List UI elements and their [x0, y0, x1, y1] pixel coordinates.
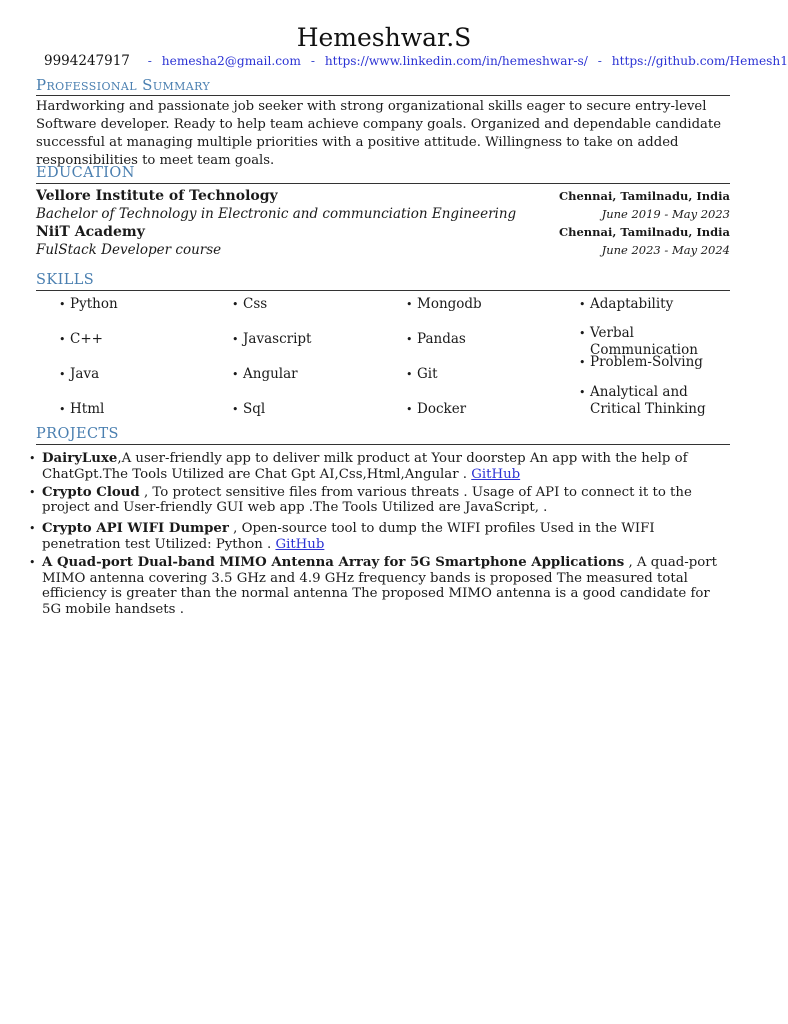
- education-dates: June 2019 - May 2023: [601, 207, 730, 221]
- bullet-icon: •: [406, 298, 413, 311]
- project-description: , Open-source tool to dump the WIFI profiles Used in the WIFI penetration test Utilized: Python .: [42, 521, 655, 552]
- project-github-link[interactable]: GitHub: [275, 536, 325, 552]
- bullet-icon: •: [232, 333, 239, 346]
- project-name: A Quad-port Dual-band MIMO Antenna Array for 5G Smartphone Applications: [42, 554, 625, 570]
- skills-grid: [36, 291, 730, 421]
- summary-section: [36, 76, 730, 170]
- contact-separator: -: [597, 54, 602, 68]
- bullet-icon: •: [29, 555, 36, 569]
- project-description: ,A user-friendly app to deliver milk product at Your doorstep An app with the help of ChatGpt.The Tools Utilized are Chat Gpt AI,Css,Html,Angular .: [42, 451, 688, 482]
- skill-item: • Problem-Solving: [579, 354, 703, 370]
- summary-text: Hardworking and passionate job seeker with strong organizational skills eager to secure entry-level Software developer. Ready to help team achieve company goals. Organized and dependable candidate successful at managing multiple priorities with a positive attitude. Willingness to take on added responsibilities to meet team goals.: [36, 99, 722, 168]
- bullet-icon: •: [406, 333, 413, 346]
- project-name: Crypto API WIFI Dumper: [42, 521, 229, 537]
- bullet-icon: •: [579, 298, 586, 311]
- skill-item: • Sql: [232, 401, 266, 417]
- bullet-icon: •: [59, 368, 66, 381]
- phone-number: 9994247917: [44, 53, 130, 69]
- bullet-icon: •: [232, 298, 239, 311]
- github-profile-link[interactable]: https://github.com/Hemesh1: [611, 54, 788, 68]
- skill-item: • Java: [59, 366, 100, 382]
- skill-item: • Docker: [406, 401, 467, 417]
- skill-item: • Git: [406, 366, 438, 382]
- bullet-icon: •: [232, 403, 239, 416]
- skill-item: • Analytical and Critical Thinking: [579, 384, 706, 417]
- skills-heading: SKILLS: [36, 271, 730, 291]
- school-location: Chennai, Tamilnadu, India: [558, 225, 730, 239]
- bullet-icon: •: [579, 356, 586, 369]
- bullet-icon: •: [29, 452, 36, 465]
- skill-item: • Python: [59, 296, 118, 312]
- projects-list: [29, 451, 730, 618]
- bullet-icon: •: [29, 485, 36, 499]
- skill-item: • Angular: [232, 366, 298, 382]
- school-name: NiiT Academy: [36, 224, 145, 240]
- degree-name: FulStack Developer course: [36, 242, 222, 258]
- education-heading: EDUCATION: [36, 164, 730, 184]
- education-dates: June 2023 - May 2024: [601, 243, 730, 257]
- degree-name: Bachelor of Technology in Electronic and communciation Engineering: [36, 206, 517, 222]
- bullet-icon: •: [579, 386, 586, 399]
- projects-heading: PROJECTS: [36, 425, 730, 445]
- bullet-icon: •: [59, 403, 66, 416]
- skill-item: • C++: [59, 331, 103, 347]
- bullet-icon: •: [59, 333, 66, 346]
- skill-item: • Html: [59, 401, 105, 417]
- project-item: [29, 484, 730, 517]
- skill-item: • Adaptability: [579, 296, 674, 312]
- projects-section: [29, 425, 730, 620]
- candidate-name: Hemeshwar.S: [296, 23, 472, 52]
- project-description: , A quad-port MIMO antenna covering 3.5 GHz and 4.9 GHz frequency bands is proposed The measured total efficiency is greater than the normal antenna The proposed MIMO antenna is a good candidate for 5G mobile handsets .: [42, 554, 717, 618]
- bullet-icon: •: [59, 298, 66, 311]
- bullet-icon: •: [232, 368, 239, 381]
- contact-separator: -: [310, 54, 315, 68]
- school-name: Vellore Institute of Technology: [36, 188, 278, 204]
- bullet-icon: •: [406, 368, 413, 381]
- bullet-icon: •: [29, 522, 36, 536]
- skill-item: • Verbal Communication: [579, 325, 698, 358]
- project-name: Crypto Cloud: [42, 484, 140, 500]
- skill-item: • Pandas: [406, 331, 466, 347]
- skill-item: • Mongodb: [406, 296, 482, 312]
- project-github-link[interactable]: GitHub: [471, 466, 521, 482]
- contact-separator: -: [147, 54, 152, 68]
- bullet-icon: •: [579, 327, 586, 340]
- skill-item: • Css: [232, 296, 268, 312]
- project-item: [29, 521, 730, 553]
- project-name: DairyLuxe: [42, 451, 118, 466]
- skills-section: [36, 271, 730, 421]
- project-item: [29, 554, 730, 618]
- education-entry: [36, 187, 730, 223]
- contact-line: [44, 52, 788, 70]
- project-description: , To protect sensitive files from various threats . Usage of API to connect it to the project and User-friendly GUI web app .The Tools Utilized are JavaScript, .: [42, 484, 692, 516]
- education-entry: [36, 223, 730, 259]
- bullet-icon: •: [406, 403, 413, 416]
- education-section: [36, 164, 730, 259]
- skill-item: • Javascript: [232, 331, 312, 347]
- linkedin-link[interactable]: https://www.linkedin.com/in/hemeshwar-s/: [324, 54, 588, 68]
- project-item: [29, 451, 730, 483]
- summary-heading: Professional Summary: [36, 76, 730, 96]
- school-location: Chennai, Tamilnadu, India: [558, 189, 730, 203]
- email-link[interactable]: hemesha2@gmail.com: [161, 54, 301, 68]
